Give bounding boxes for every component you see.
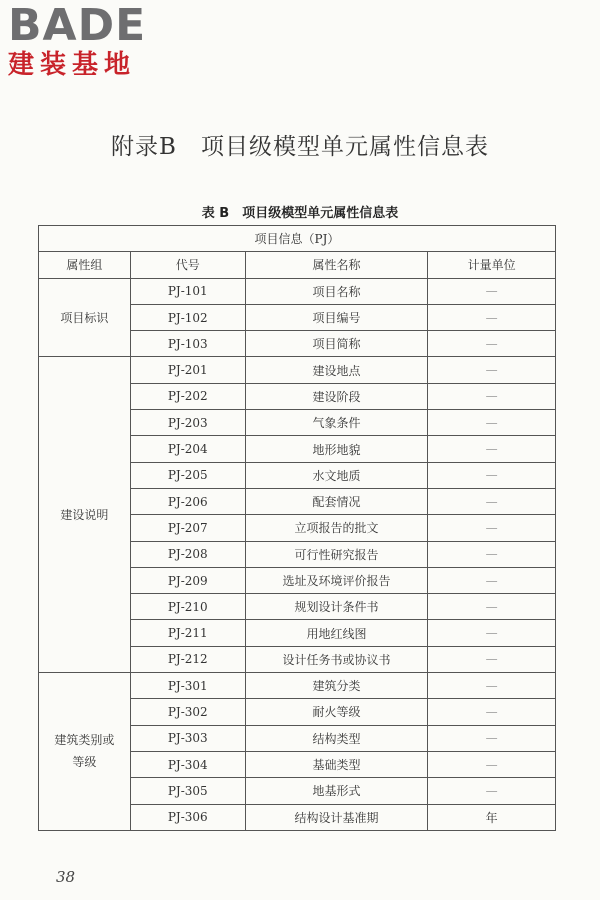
code-cell: PJ-301 <box>130 673 245 699</box>
unit-cell: — <box>428 410 556 436</box>
code-cell: PJ-306 <box>130 804 245 830</box>
unit-cell: — <box>428 357 556 383</box>
code-cell: PJ-304 <box>130 751 245 777</box>
code-cell: PJ-208 <box>130 541 245 567</box>
attribute-name-cell: 规划设计条件书 <box>245 594 428 620</box>
attribute-name-cell: 地形地貌 <box>245 436 428 462</box>
unit-cell: — <box>428 488 556 514</box>
bade-logo <box>8 0 188 80</box>
column-header-row <box>39 252 556 278</box>
unit-cell: — <box>428 567 556 593</box>
code-cell: PJ-303 <box>130 725 245 751</box>
code-cell: PJ-206 <box>130 488 245 514</box>
code-cell: PJ-211 <box>130 620 245 646</box>
attribute-name-cell: 可行性研究报告 <box>245 541 428 567</box>
attribute-name-cell: 基础类型 <box>245 751 428 777</box>
attribute-name-cell: 建设地点 <box>245 357 428 383</box>
unit-cell: — <box>428 383 556 409</box>
unit-cell: — <box>428 725 556 751</box>
attribute-name-cell: 地基形式 <box>245 778 428 804</box>
section-header: 项目信息（PJ） <box>39 226 556 252</box>
page-number: 38 <box>56 868 76 886</box>
attribute-group-cell: 项目标识 <box>39 278 131 357</box>
code-cell: PJ-205 <box>130 462 245 488</box>
code-cell: PJ-210 <box>130 594 245 620</box>
attribute-name-cell: 耐火等级 <box>245 699 428 725</box>
attribute-name-cell: 设计任务书或协议书 <box>245 646 428 672</box>
unit-cell: — <box>428 594 556 620</box>
unit-cell: — <box>428 541 556 567</box>
attribute-name-cell: 项目名称 <box>245 278 428 304</box>
column-header-unit: 计量单位 <box>428 252 556 278</box>
unit-cell: — <box>428 646 556 672</box>
page-title: 附录B 项目级模型单元属性信息表 <box>111 134 489 160</box>
unit-cell: — <box>428 462 556 488</box>
table-row <box>39 673 556 699</box>
column-header-group: 属性组 <box>39 252 131 278</box>
code-cell: PJ-101 <box>130 278 245 304</box>
table-row <box>39 357 556 383</box>
unit-cell: — <box>428 304 556 330</box>
table-row <box>39 278 556 304</box>
code-cell: PJ-103 <box>130 331 245 357</box>
code-cell: PJ-204 <box>130 436 245 462</box>
unit-cell: — <box>428 699 556 725</box>
unit-cell: — <box>428 673 556 699</box>
code-cell: PJ-305 <box>130 778 245 804</box>
logo-chinese-text: 建装基地 <box>8 50 137 80</box>
attribute-name-cell: 建筑分类 <box>245 673 428 699</box>
unit-cell: — <box>428 331 556 357</box>
column-header-code: 代号 <box>130 252 245 278</box>
unit-cell: — <box>428 751 556 777</box>
section-header-row <box>39 226 556 252</box>
column-header-name: 属性名称 <box>245 252 428 278</box>
unit-cell: 年 <box>428 804 556 830</box>
unit-cell: — <box>428 778 556 804</box>
attribute-group-cell: 建筑类别或等级 <box>39 673 131 831</box>
attribute-name-cell: 水文地质 <box>245 462 428 488</box>
attribute-name-cell: 结构设计基准期 <box>245 804 428 830</box>
unit-cell: — <box>428 436 556 462</box>
code-cell: PJ-203 <box>130 410 245 436</box>
unit-cell: — <box>428 620 556 646</box>
attribute-name-cell: 气象条件 <box>245 410 428 436</box>
attribute-name-cell: 项目简称 <box>245 331 428 357</box>
attribute-name-cell: 配套情况 <box>245 488 428 514</box>
table-caption: 表 B 项目级模型单元属性信息表 <box>201 206 399 221</box>
code-cell: PJ-302 <box>130 699 245 725</box>
attribute-name-cell: 选址及环境评价报告 <box>245 567 428 593</box>
code-cell: PJ-201 <box>130 357 245 383</box>
code-cell: PJ-209 <box>130 567 245 593</box>
logo-wordmark: BADE <box>8 0 147 51</box>
attribute-name-cell: 项目编号 <box>245 304 428 330</box>
attribute-group-cell: 建设说明 <box>39 357 131 673</box>
unit-cell: — <box>428 515 556 541</box>
attribute-table-body <box>39 226 556 831</box>
attribute-table <box>38 225 556 831</box>
code-cell: PJ-212 <box>130 646 245 672</box>
code-cell: PJ-202 <box>130 383 245 409</box>
attribute-name-cell: 建设阶段 <box>245 383 428 409</box>
attribute-name-cell: 用地红线图 <box>245 620 428 646</box>
attribute-name-cell: 立项报告的批文 <box>245 515 428 541</box>
code-cell: PJ-102 <box>130 304 245 330</box>
unit-cell: — <box>428 278 556 304</box>
attribute-name-cell: 结构类型 <box>245 725 428 751</box>
code-cell: PJ-207 <box>130 515 245 541</box>
